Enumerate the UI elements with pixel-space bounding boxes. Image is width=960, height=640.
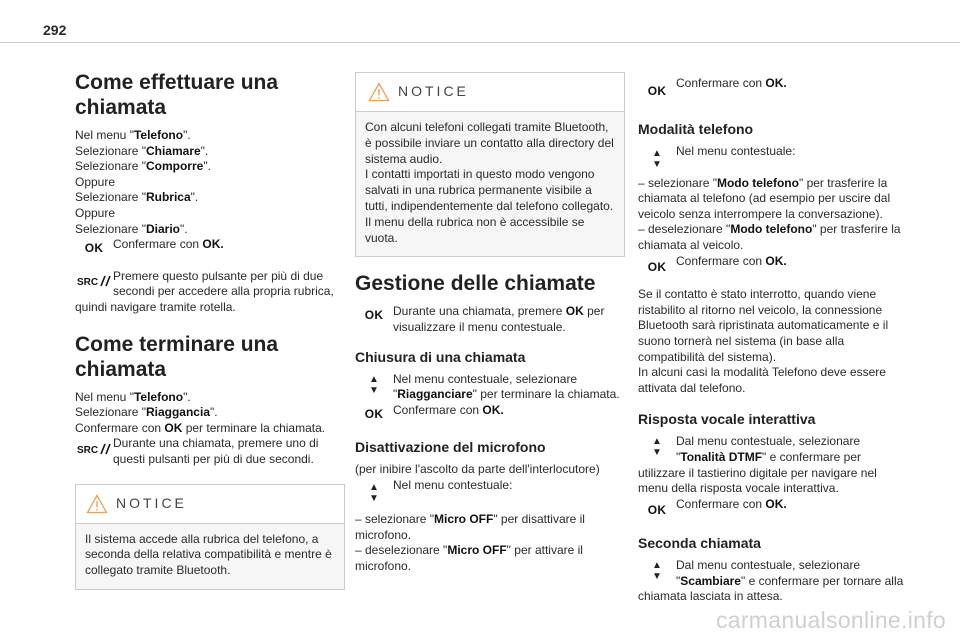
notice-text: Con alcuni telefoni collegati tramite Bluetooth, è possibile inviare un contatto alla directory del sistema audio. I contatti importati in questo modo vengono salvati in una rubrica permanente visibile a tutti, indipendentemente dal telefono collegato. Il menu della rubrica non è accessibile se vuota. — [365, 120, 614, 245]
manage-row: OK Durante una chiamata, premere OK per visualizzare il menu contestuale. — [364, 304, 605, 334]
step-line: Selezionare "Rubrica". — [75, 190, 199, 205]
notice-box — [75, 484, 345, 590]
phone-deselect: – deselezionare "Modo telefono" per trasferire la chiamata al veicolo. — [638, 222, 901, 252]
step-line: Selezionare "Chiamare". — [75, 143, 209, 158]
column-2 — [355, 72, 625, 574]
step-line: Oppure — [75, 174, 116, 189]
hangup-instruction: ▲ ▼ Nel menu contestuale, selezionare "Riagganciare" per terminare la chiamata. — [369, 371, 620, 402]
make-call-steps — [75, 128, 345, 237]
ok-button-icon: OK — [364, 308, 384, 323]
heading-hangup: Chiusura di una chiamata — [355, 348, 526, 365]
step-line: Nel menu "Telefono". — [75, 128, 191, 142]
end-src-row: SRC Durante una chiamata, premere uno di questi pulsanti per più di due secondi. — [77, 436, 319, 466]
ivr-instruction: ▲ ▼ Dal menu contestuale, selezionare "Tonalità DTMF" e confermare per utilizzare il tastierino digitale per navigare nel menu della risposta vocale interattiva. — [638, 434, 877, 496]
phone-select: – selezionare "Modo telefono" per trasferire la chiamata al telefono (ad esempio per uscire dal veicolo senza interrompere la conversazione). — [638, 175, 891, 221]
warning-icon — [86, 494, 108, 514]
src-button-icon — [77, 442, 111, 456]
ok-button-icon: OK — [647, 259, 667, 274]
end-call-steps — [75, 390, 345, 437]
confirm-ok-row: OK Confermare con OK. — [647, 496, 787, 517]
watermark: carmanualsonline.info — [715, 607, 946, 633]
notice-title: NOTICE — [116, 494, 187, 511]
step-line: Selezionare "Comporre". — [75, 159, 211, 174]
step-line: Confermare con OK per terminare la chiamata. — [75, 420, 326, 435]
up-down-arrows-icon: ▲ ▼ — [369, 373, 379, 396]
warning-icon — [368, 82, 390, 102]
ok-button-icon: OK — [647, 84, 667, 98]
heading-phone-mode: Modalità telefono — [638, 120, 754, 137]
up-down-arrows-icon: ▲ ▼ — [369, 481, 379, 504]
ok-button-icon: OK — [364, 406, 384, 421]
mic-deselect: – deselezionare "Micro OFF" per attivare il microfono. — [355, 543, 583, 573]
mic-select: – selezionare "Micro OFF" per disattivare il microfono. — [355, 511, 585, 542]
svg-text:SRC: SRC — [77, 445, 99, 457]
confirm-ok-row: OK Confermare con OK. — [84, 237, 224, 256]
up-down-arrows-icon: ▲ ▼ — [652, 560, 662, 583]
heading-manage-calls: Gestione delle chiamate — [355, 272, 596, 296]
header-divider — [0, 42, 960, 43]
src-instruction: SRC Premere questo pulsante per più di due secondi per accedere alla propria rubrica, quindi navigare tramite rotella. — [75, 268, 334, 314]
phone-note: Se il contatto è stato interrotto, quando viene ristabilito al ritorno nel veicolo, la connessione Bluetooth sarà ripristinata automaticamente e il suono tornerà nel sistema (in base alla compatibilità del sistema). In alcuni casi la modalità Telefono deve essere attivata dal telefono. — [638, 287, 889, 395]
notice-box — [355, 72, 625, 257]
step-line: Oppure — [75, 205, 116, 220]
second-call-instruction: ▲ ▼ Dal menu contestuale, selezionare "Scambiare" e confermare per tornare alla chiamata lasciata in attesa. — [638, 558, 904, 604]
context-menu-row: ▲ ▼ Nel menu contestuale: — [369, 477, 513, 504]
heading-ivr: Risposta vocale interattiva — [638, 411, 816, 428]
page-number: 292 — [43, 22, 67, 38]
src-button-icon — [77, 274, 111, 288]
column-3 — [638, 76, 908, 605]
mic-intro: (per inibire l'ascolto da parte dell'interlocutore) — [355, 462, 600, 477]
context-menu-row: ▲ ▼ Nel menu contestuale: — [652, 143, 796, 170]
heading-make-call: Come effettuare una chiamata — [75, 71, 279, 119]
step-line: Selezionare "Diario". — [75, 221, 188, 236]
heading-mute: Disattivazione del microfono — [355, 439, 546, 456]
notice-text: Il sistema accede alla rubrica del telefono, a seconda della relativa compatibilità e mentre è collegato tramite Bluetooth. — [85, 531, 332, 578]
ok-button-icon: OK — [84, 241, 104, 256]
ok-button-icon: OK — [647, 502, 667, 517]
up-down-arrows-icon: ▲ ▼ — [652, 147, 662, 170]
column-1 — [75, 70, 345, 590]
notice-title: NOTICE — [398, 83, 469, 100]
confirm-ok-row: OK Confermare con OK. — [647, 76, 787, 98]
confirm-ok-row: OK Confermare con OK. — [647, 253, 787, 274]
confirm-ok-row: OK Confermare con OK. — [364, 402, 504, 421]
svg-text:SRC: SRC — [77, 276, 99, 288]
heading-second-call: Seconda chiamata — [638, 535, 761, 552]
up-down-arrows-icon: ▲ ▼ — [652, 436, 662, 459]
step-line: Selezionare "Riaggancia". — [75, 405, 218, 420]
step-line: Nel menu "Telefono". — [75, 389, 191, 404]
heading-end-call: Come terminare una chiamata — [75, 332, 279, 381]
